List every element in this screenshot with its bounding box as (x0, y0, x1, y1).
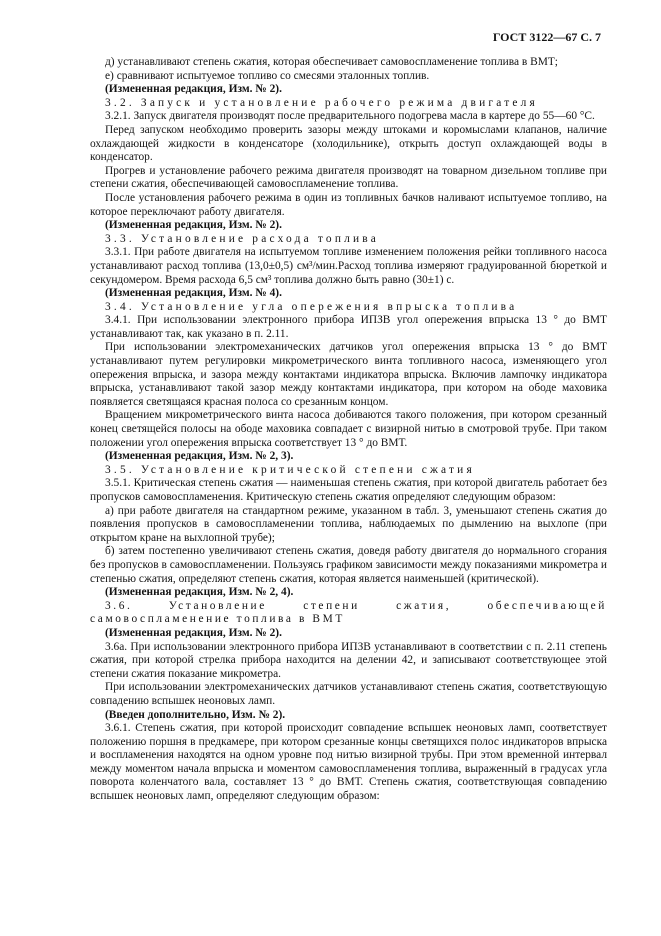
paragraph: Перед запуском необходимо проверить зазоры между штоками и коромыслами клапанов, наличие охлаждающей жидкости в конденсаторе (холодильнике), открыть доступ охлаждающей воды в конденсатор. (90, 123, 607, 164)
paragraph: При использовании электромеханических датчиков угол опережения впрыска 13 ° до ВМТ устанавливают путем регулировки микрометрического винта топливного насоса, изменяющего угол опережения впрыска, и зазора между контактами индикатора впрыска. Включив лампочку индикатора впрыска, устанавливают такой зазор между контактами индикатора, при котором на ободе маховика появляется светящаяся красная полоса со срезанным концом. (90, 341, 607, 408)
paragraph: 3.2.1. Запуск двигателя производят после предварительного подогрева масла в картере до 55—60 °С. (105, 110, 595, 123)
paragraph: Вращением микрометрического винта насоса добиваются такого положения, при котором срезанный конец светящейся полосы на ободе маховика совпадает с визирной нитью в смотровой трубе. При таком положении угол опережения впрыска соответствует 13 ° до ВМТ. (90, 409, 607, 449)
amendment-note: (Измененная редакция, Изм. № 2). (105, 219, 282, 232)
page-header: ГОСТ 3122—67 С. 7 (492, 30, 601, 44)
paragraph: е) сравнивают испытуемое топливо со смесями эталонных топлив. (105, 69, 430, 82)
paragraph: После установления рабочего режима в один из топливных бачков наливают испытуемое топливо, на которое переключают работу двигателя. (90, 191, 607, 218)
paragraph: б) затем постепенно увеличивают степень сжатия, доведя работу двигателя до нормального сгорания без пропусков в самовоспламенении. Пользуясь графиком зависимости между показаниями микрометра и степенью сжатия, определяют степень сжатия, которая является наименьшей (критической). (90, 545, 607, 585)
section-heading: 3.6. Установление степени сжатия, обеспечивающей самовоспламенение топлива в ВМТ (90, 599, 607, 626)
section-heading: 3.2. Запуск и установление рабочего режима двигателя (105, 96, 538, 109)
paragraph: 3.3.1. При работе двигателя на испытуемом топливе изменением положения рейки топливного насоса устанавливают расход топлива (13,0±0,5) см³/мин.Расход топлива измеряют градуированной бюреткой и секундомером. Время расхода 6,5 см³ топлива должно быть равно (30±1) с. (90, 246, 607, 286)
section-heading: 3.5. Установление критической степени сжатия (105, 463, 475, 476)
paragraph: 3.5.1. Критическая степень сжатия — наименьшая степень сжатия, при которой двигатель работает без пропусков самовоспламенения. Критическую степень сжатия определяют следующим образом: (90, 477, 607, 503)
amendment-note: (Введен дополнительно, Изм. № 2). (105, 708, 286, 721)
amendment-note: (Измененная редакция, Изм. № 2). (105, 83, 282, 96)
document-body (90, 56, 607, 804)
section-heading: 3.3. Установление расхода топлива (105, 232, 379, 245)
amendment-note: (Измененная редакция, Изм. № 4). (105, 287, 282, 300)
paragraph: а) при работе двигателя на стандартном режиме, указанном в табл. 3, уменьшают степень сжатия до появления пропусков в самовоспламенении топлива, наблюдаемых по дымлению на выхлопе (при открытом кране на выхлопной трубе); (90, 504, 607, 544)
amendment-note: (Измененная редакция, Изм. № 2, 3). (105, 450, 294, 463)
amendment-note: (Измененная редакция, Изм. № 2). (105, 626, 282, 639)
section-heading: 3.4. Установление угла опережения впрыска топлива (105, 300, 518, 313)
paragraph: 3.6а. При использовании электронного прибора ИПЗВ устанавливают в соответствии с п. 2.11 степень сжатия, при которой стрелка прибора находится на делении 42, и записывают соответствующее этой степени сжатия показание микрометра. (90, 640, 607, 680)
paragraph: д) устанавливают степень сжатия, которая обеспечивает самовоспламенение топлива в ВМТ; (105, 56, 558, 68)
paragraph: 3.4.1. При использовании электронного прибора ИПЗВ угол опережения впрыска 13 ° до ВМТ устанавливают так, как указано в п. 2.11. (90, 314, 607, 340)
paragraph: Прогрев и установление рабочего режима двигателя производят на товарном дизельном топливе при степени сжатия, обеспечивающей самовоспламенение топлива. (90, 164, 607, 191)
paragraph: 3.6.1. Степень сжатия, при которой происходит совпадение вспышек неоновых ламп, соответствует положению поршня в предкамере, при котором срезанные концы светящихся полос индикаторов впрыска и воспламенения находятся на одном уровне под нитью визирной трубы. При этом временной интервал между моментом начала впрыска и моментом самовоспламенения топлива, выраженный в градусах угла поворота коленчатого вала, составляет 13 ° до ВМТ. Степень сжатия, соответствующая совпадению вспышек неоновых ламп, определяют следующим образом: (90, 722, 607, 803)
amendment-note: (Измененная редакция, Изм. № 2, 4). (105, 586, 294, 599)
paragraph: При использовании электромеханических датчиков устанавливают степень сжатия, соответствующую совпадению вспышек неоновых ламп. (90, 681, 607, 707)
